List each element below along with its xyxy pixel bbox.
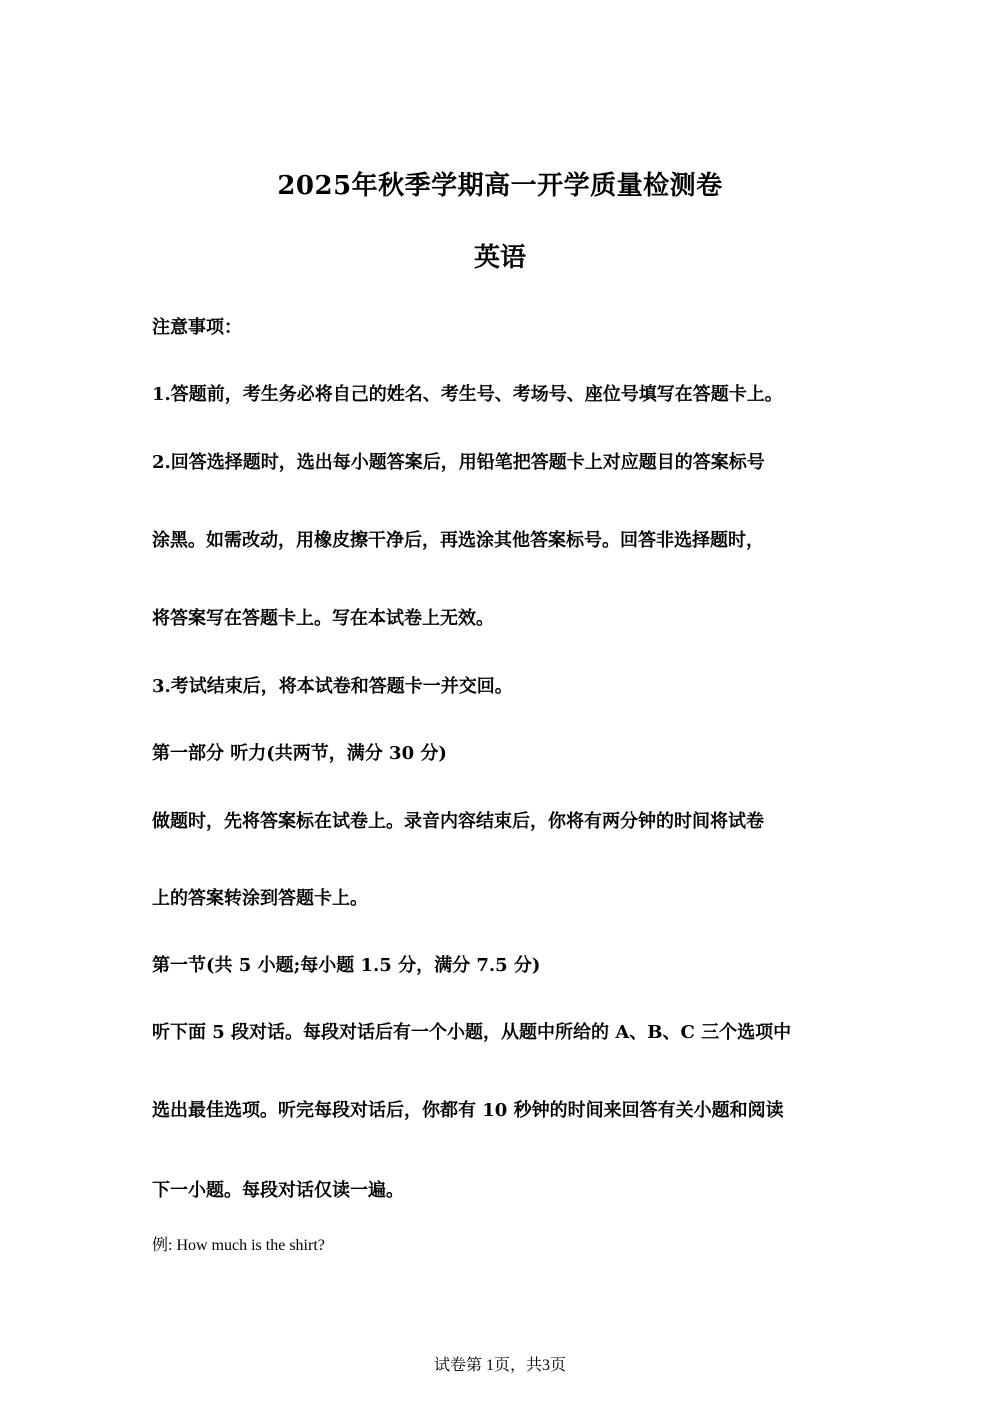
notice-item-1: 1.答题前，考生务必将自己的姓名、考生号、考场号、座位号填写在答题卡上。 <box>152 384 783 405</box>
part1-instruction-line-2: 上的答案转涂到答题卡上。 <box>152 888 368 909</box>
section1-heading: 第一节(共 5 小题;每小题 1.5 分，满分 7.5 分) <box>152 955 541 976</box>
section1-line-3: 下一小题。每段对话仅读一遍。 <box>152 1180 404 1201</box>
section1-line-2: 选出最佳选项。听完每段对话后，你都有 10 秒钟的时间来回答有关小题和阅读 <box>152 1100 784 1121</box>
section1-line-1: 听下面 5 段对话。每段对话后有一个小题，从题中所给的 A、B、C 三个选项中 <box>152 1022 792 1043</box>
notice-item-3: 3.考试结束后，将本试卷和答题卡一并交回。 <box>152 676 513 697</box>
notice-heading: 注意事项： <box>152 317 242 338</box>
example-question: 例: How much is the shirt? <box>152 1237 325 1254</box>
part1-heading: 第一部分 听力(共两节，满分 30 分) <box>152 743 447 764</box>
notice-item-2-line-1: 2.回答选择题时，选出每小题答案后，用铅笔把答题卡上对应题目的答案标号 <box>152 452 765 473</box>
notice-item-2-line-2: 涂黑。如需改动，用橡皮擦干净后，再选涂其他答案标号。回答非选择题时， <box>152 530 764 551</box>
page-footer: 试卷第 1页，共3页 <box>433 1357 566 1374</box>
exam-title: 2025年秋季学期高一开学质量检测卷 <box>277 171 723 201</box>
subject-title: 英语 <box>473 243 526 273</box>
notice-item-2-line-3: 将答案写在答题卡上。写在本试卷上无效。 <box>152 608 494 629</box>
part1-instruction-line-1: 做题时，先将答案标在试卷上。录音内容结束后，你将有两分钟的时间将试卷 <box>152 811 764 832</box>
